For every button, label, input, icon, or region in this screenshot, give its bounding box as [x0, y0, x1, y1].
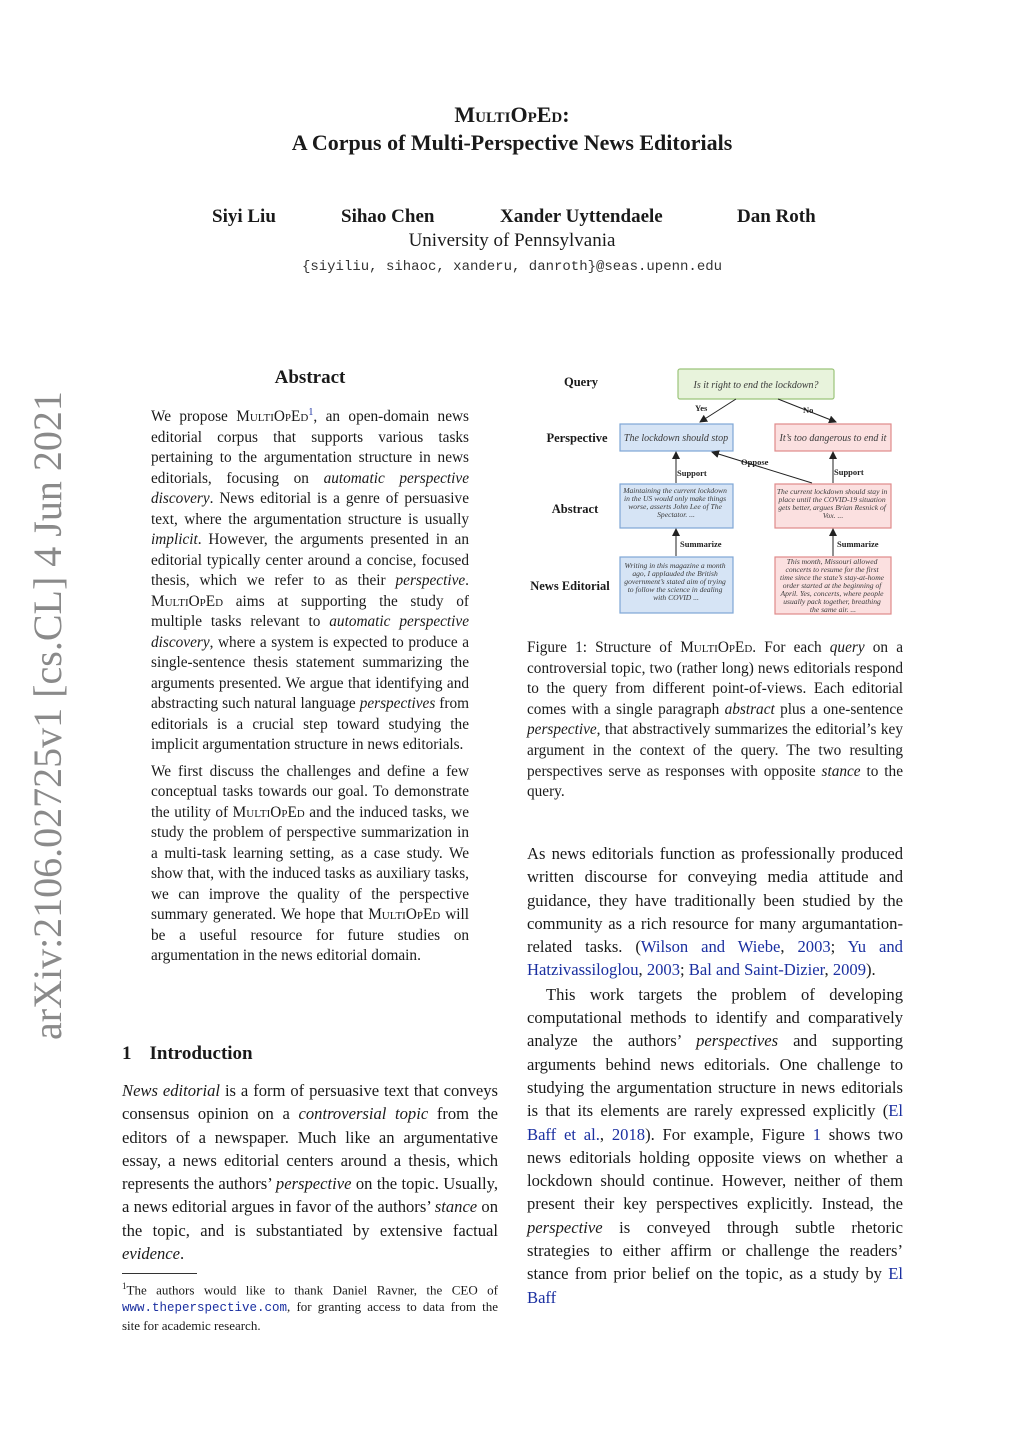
edge-label-summarize-right: Summarize	[837, 539, 879, 549]
abstract-paragraph-2: We first discuss the challenges and define a few conceptual tasks towards our goal. To demonstrate the utility of MultiOpEd and the induced tasks, we study the problem of perspective summarization in a multi-task learning setting, as a case study. We show that, with the induced tasks as auxiliary tasks, we can improve the quality of the perspective summary generated. We hope that MultiOpEd will be a useful resource for future studies on argumentation in the news editorial domain.	[151, 762, 469, 965]
footnote-url-link[interactable]: www.theperspective.com	[122, 1301, 288, 1316]
paper-title: A Corpus of Multi-Perspective News Editorials	[291, 130, 733, 155]
fig-label-abstract: Abstract	[551, 502, 599, 516]
abstract-heading: Abstract	[274, 367, 346, 388]
citation-year[interactable]: 2003	[646, 960, 681, 980]
citation-year[interactable]: 2003	[797, 937, 831, 957]
footnote-divider	[122, 1273, 197, 1274]
figure-ref-link[interactable]: 1	[812, 1124, 821, 1144]
citation-el-baff-2[interactable]: El Baff	[527, 1264, 903, 1307]
author-3: Xander Uyttendaele	[500, 206, 663, 227]
fig-label-perspective: Perspective	[546, 431, 608, 445]
abstract-paragraph-1: We propose MultiOpEd$^1$, an open-domain news editorial corpus that supports various tasks pertaining to the argumentation structure in news editorials, focusing on automatic perspective discovery. News editorial is a genre of persuasive text, where the argumentation structure is usually implicit. However, the arguments presented in an editorial typically center around a concise, focused thesis, which we refer to as their perspective. MultiOpEd aims at supporting the study of multiple tasks relevant to automatic perspective discovery, where a system is expected to produce a single-sentence thesis statement summarizing the arguments presented. We argue that identifying and abstracting such natural language perspectives from editorials is a crucial step toward studying the implicit argumentation structure in news editorials.	[151, 407, 470, 754]
citation-yu-hatzivassiloglou[interactable]: Yu and Hatzivassiloglou	[527, 937, 903, 980]
edge-label-no: No	[803, 405, 814, 415]
intro-heading: 1 Introduction	[122, 1043, 253, 1064]
author-4: Dan Roth	[737, 206, 816, 227]
query-text: Is it right to end the lockdown?	[693, 380, 819, 391]
perspective-left-text: The lockdown should stop	[623, 433, 729, 444]
perspective-right-text: It’s too dangerous to end it	[779, 433, 887, 444]
citation-bal-saint-dizier[interactable]: Bal and Saint-Dizier	[688, 960, 825, 980]
right-paragraph-1: As news editorials function as professionally produced written discourse for conveying media attitude and guidance, they have traditionally been studied by the community as a rich resource for many argumantation-related tasks. (Wilson and Wiebe, 2003; Yu and Hatzivassiloglou, 2003; Bal and Saint-Dizier, 2009).	[527, 844, 903, 980]
editorial-right-text: This month, Missouri allowed concerts to resume for the first time since the state’s stay-at-home order started at the beginning of April. Yes, concerts, where people usually pack together, breathing the same air. ...	[780, 557, 885, 614]
edge-label-support-right: Support	[834, 467, 864, 477]
figure-1-caption: Figure 1: Structure of MultiOpEd. For each query on a controversial topic, two (rather long) news editorials respond to the query from different point-of-views. Each editorial comes with a single paragraph abstract plus a one-sentence perspective, that abstractively summarizes the editorial’s key argument in the context of the query. The two resulting perspectives serve as responses with opposite stance to the query.	[527, 639, 903, 801]
arxiv-identifier: arXiv:2106.02725v1 [cs.CL] 4 Jun 2021	[25, 391, 70, 1040]
citation-year[interactable]: 2018	[611, 1124, 646, 1144]
citation-year[interactable]: 2009	[832, 960, 866, 980]
edge-label-support-left: Support	[677, 468, 707, 478]
citation-el-baff[interactable]: El Baff et al.	[527, 1101, 903, 1144]
abstract-right-text: The current lockdown should stay in place until the COVID-19 situation gets better, argues Brian Resnick of Vox. ...	[776, 487, 888, 520]
citation-wilson-wiebe[interactable]: Wilson and Wiebe	[640, 937, 781, 957]
footnote: $^1$The authors would like to thank Daniel Ravner, the CEO of www.theperspective.com, for granting access to data from the site for academic research.	[122, 1281, 498, 1334]
author-2: Sihao Chen	[341, 206, 435, 227]
author-1: Siyi Liu	[212, 206, 276, 227]
editorial-left-text: Writing in this magazine a month ago, I applauded the British government’s stated aim of trying to follow the science in dealing with COVID ...	[624, 561, 726, 602]
figure-1-diagram	[522, 364, 912, 626]
author-emails: {siyiliu, sihaoc, xanderu, danroth}@seas.upenn.edu	[301, 259, 723, 275]
footnote-ref[interactable]: 1	[308, 407, 314, 418]
fig-label-query: Query	[563, 375, 599, 389]
abstract-body	[151, 403, 469, 967]
abstract-left-text: Maintaining the current lockdown in the US would only make things worse, asserts John Lee of The Spectator. ...	[623, 486, 727, 519]
paper-title-name: MultiOpEd:	[454, 102, 570, 127]
edge-label-oppose: Oppose	[741, 457, 769, 467]
fig-label-editorial: News Editorial	[530, 579, 610, 593]
right-paragraph-2: This work targets the problem of developing computational methods to identify and comparatively analyze the authors’ perspectives and supporting arguments behind news editorials. One challenge to studying the argumentation structure in news editorials is that its elements are rarely expressed explicitly (El Baff et al., 2018). For example, Figure 1 shows two news editorials holding opposite views on whether a lockdown should continue. However, neither of them present their key perspectives explicitly. Instead, the perspective is conveyed through subtle rhetoric strategies to either affirm or challenge the readers’ stance from prior belief on the topic, as a study by El Baff	[527, 984, 904, 1307]
edge-label-summarize-left: Summarize	[680, 539, 722, 549]
affiliation: University of Pennsylvania	[408, 230, 616, 251]
right-column-body	[527, 842, 903, 1309]
intro-paragraph-1: News editorial is a form of persuasive text that conveys consensus opinion on a controversial topic from the editors of a newspaper. Much like an argumentative essay, a news editorial centers around a thesis, which represents the authors’ perspective on the topic. Usually, a news editorial argues in favor of the authors’ stance on the topic, and is substantiated by extensive factual evidence.	[122, 1081, 498, 1264]
edge-label-yes: Yes	[695, 403, 708, 413]
